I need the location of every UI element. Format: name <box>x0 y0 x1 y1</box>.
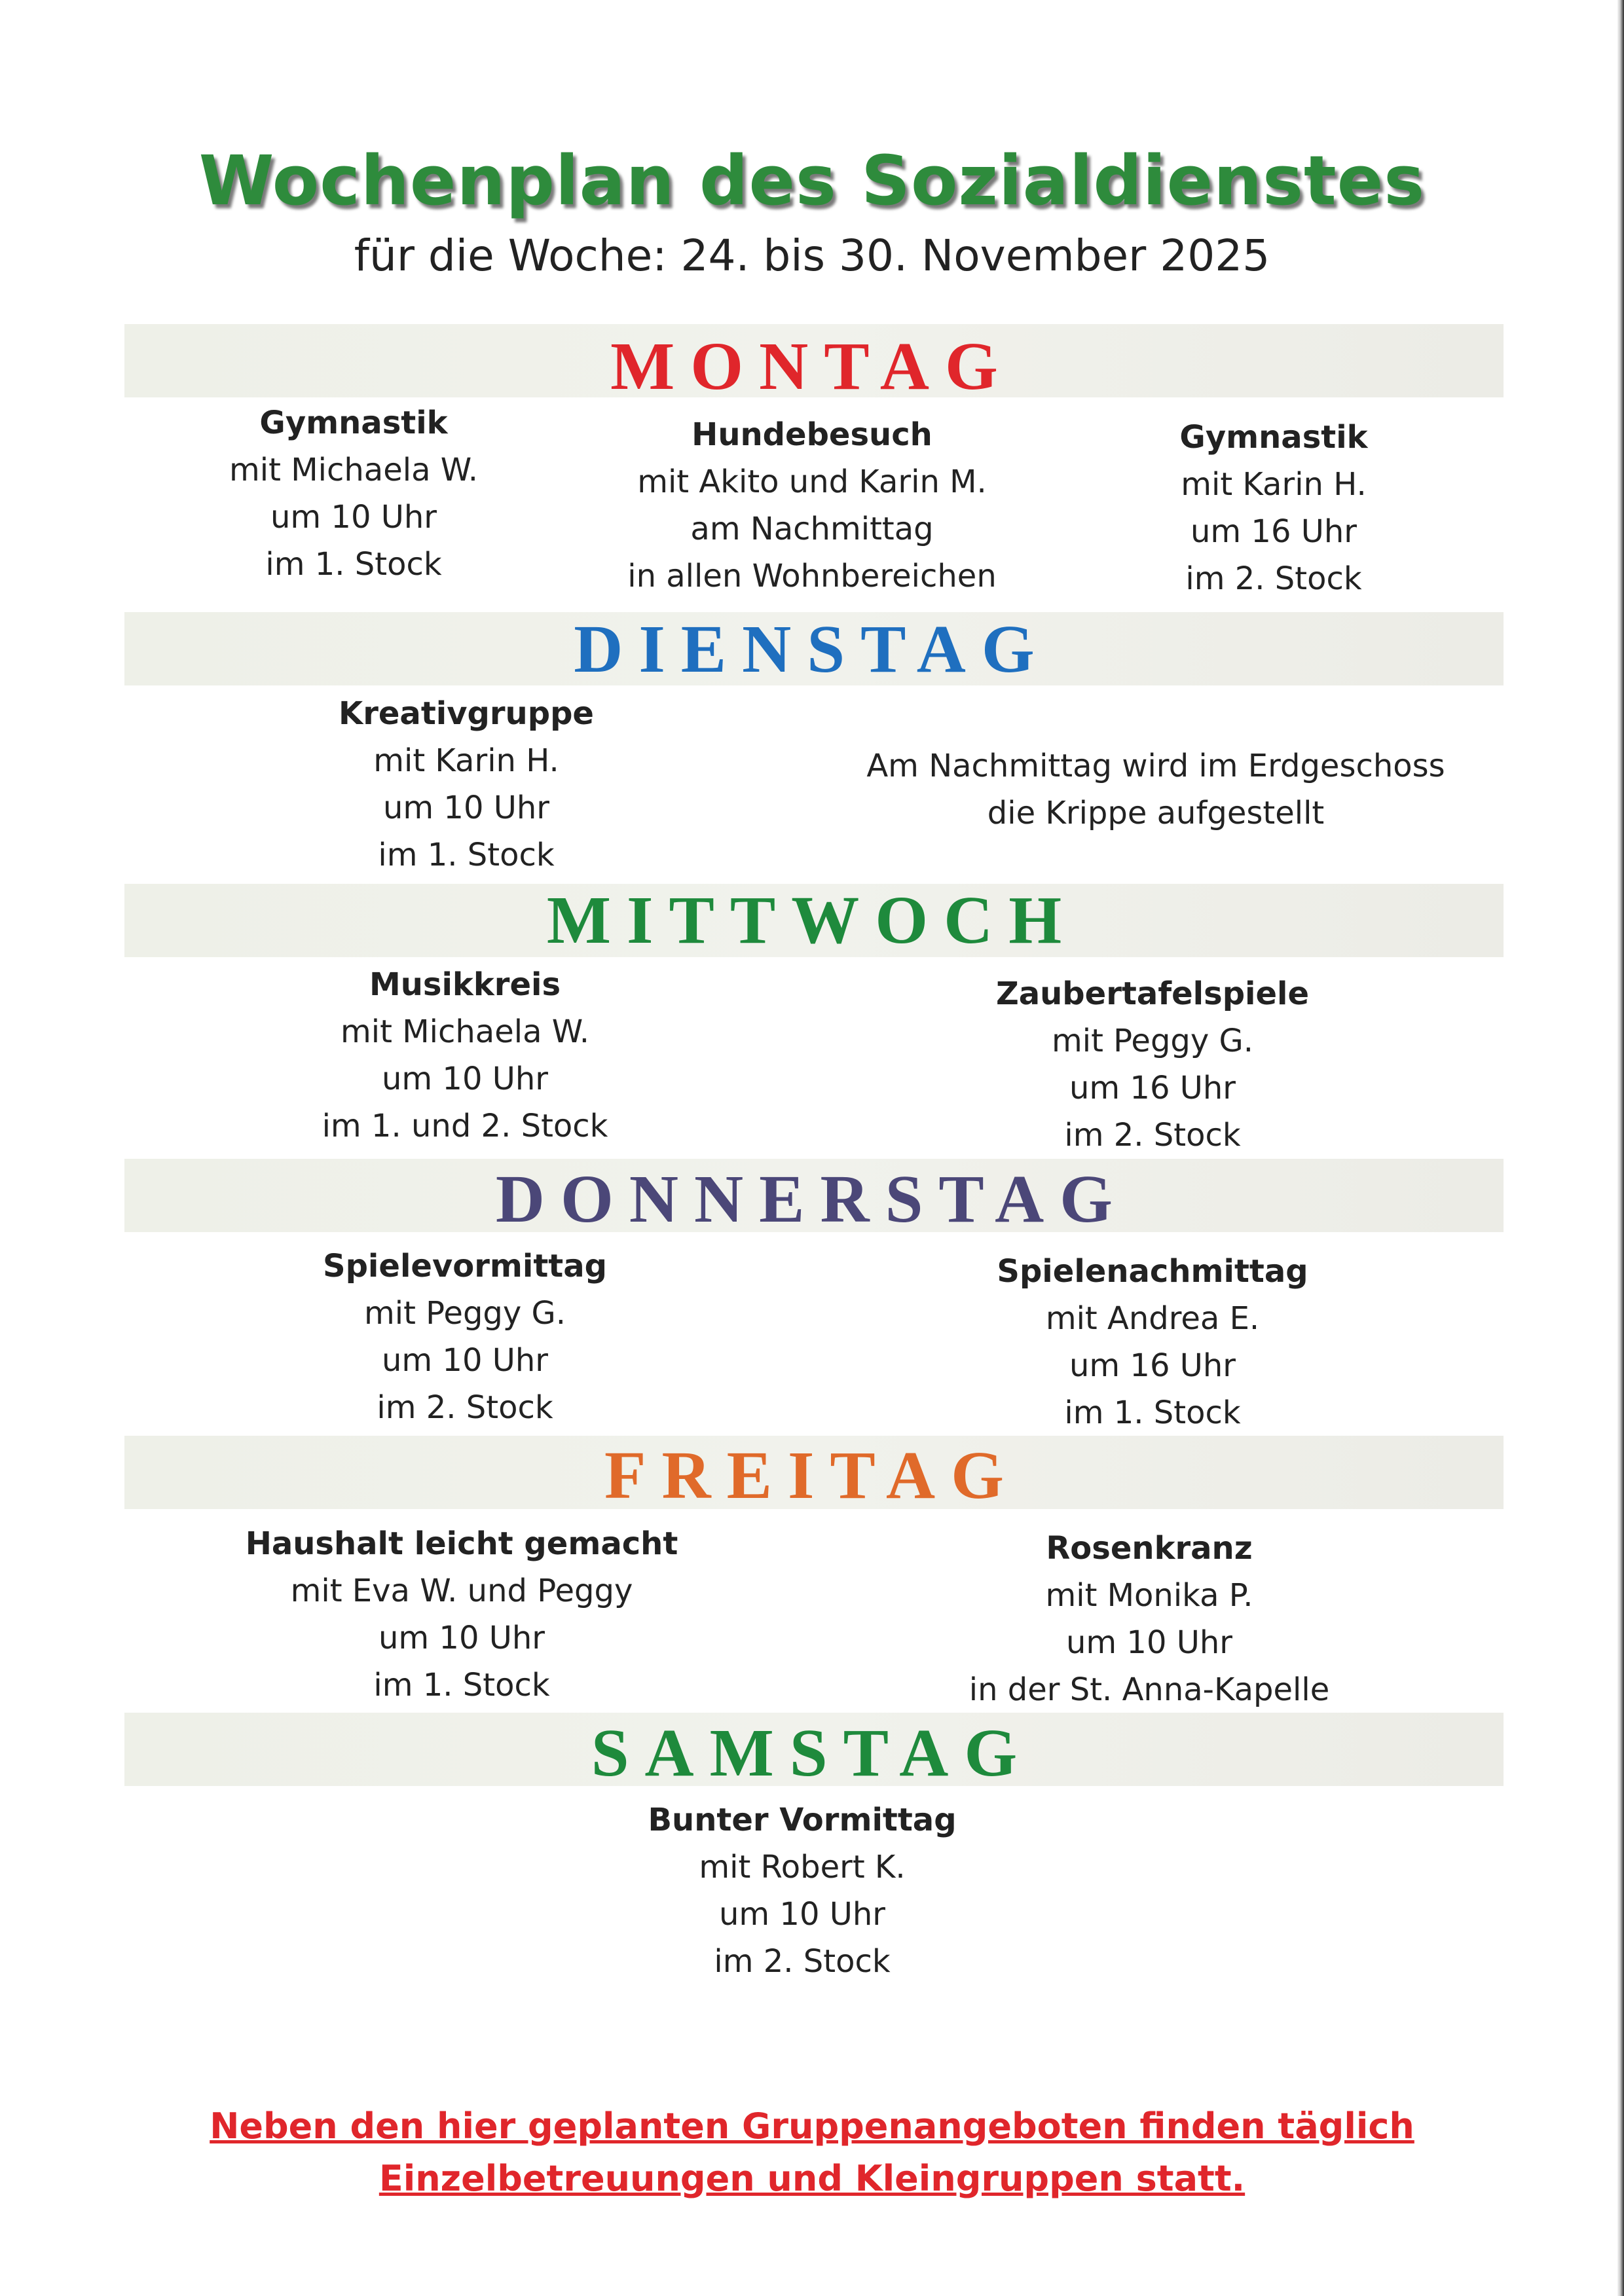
event-name: Haushalt leicht gemacht <box>245 1525 678 1562</box>
event-name: Spielenachmittag <box>997 1253 1308 1290</box>
day-heading-montag: MONTAG <box>610 329 1014 404</box>
event-place: im 2. Stock <box>714 1943 891 1980</box>
event-time: um 10 Uhr <box>382 790 550 826</box>
event-montag-1 <box>223 399 485 588</box>
event-leader: mit Peggy G. <box>364 1295 566 1332</box>
footer-line: Einzelbetreuungen und Kleingruppen statt. <box>378 2158 1246 2199</box>
event-samstag-1 <box>638 1796 966 1985</box>
event-time: um 10 Uhr <box>270 499 437 536</box>
event-montag-2 <box>616 411 1008 600</box>
event-place: im 2. Stock <box>377 1389 553 1426</box>
event-time: um 10 Uhr <box>381 1061 549 1097</box>
page-title: Wochenplan des Sozialdienstes <box>198 141 1426 221</box>
event-name: Gymnastik <box>259 405 448 441</box>
event-place: im 1. Stock <box>373 1667 550 1704</box>
event-time: um 16 Uhr <box>1069 1070 1236 1106</box>
event-leader: mit Akito und Karin M. <box>637 464 987 500</box>
event-place: in allen Wohnbereichen <box>627 558 997 594</box>
event-place: im 1. Stock <box>265 546 442 583</box>
day-heading-samstag: SAMSTAG <box>591 1715 1033 1791</box>
event-name: Gymnastik <box>1179 419 1368 456</box>
event-name: Rosenkranz <box>1046 1530 1253 1567</box>
event-leader: mit Eva W. und Peggy <box>290 1573 633 1609</box>
event-name: Spielevormittag <box>323 1248 607 1285</box>
day-heading-freitag: FREITAG <box>604 1438 1020 1513</box>
event-place: in der St. Anna-Kapelle <box>969 1671 1330 1708</box>
event-mittwoch-2 <box>989 970 1316 1159</box>
event-time: um 16 Uhr <box>1069 1347 1236 1384</box>
footer-line: Neben den hier geplanten Gruppenangeboten finden täglich <box>210 2105 1414 2147</box>
event-dienstag-1 <box>335 690 597 879</box>
event-leader: mit Andrea E. <box>1045 1300 1260 1337</box>
event-leader: mit Michaela W. <box>341 1013 589 1050</box>
event-name: Musikkreis <box>369 966 561 1003</box>
event-freitag-2 <box>953 1525 1346 1713</box>
event-time: um 10 Uhr <box>378 1620 545 1656</box>
event-leader: mit Peggy G. <box>1052 1023 1253 1059</box>
footer-notice <box>0 2100 1624 2205</box>
event-time: um 10 Uhr <box>1065 1624 1233 1661</box>
event-mittwoch-1 <box>301 961 629 1150</box>
event-montag-3 <box>1143 414 1405 602</box>
event-leader: mit Michaela W. <box>229 452 478 488</box>
event-time: am Nachmittag <box>690 511 934 547</box>
event-place: im 2. Stock <box>1185 560 1362 597</box>
event-name: Kreativgruppe <box>339 695 594 732</box>
event-leader: mit Monika P. <box>1045 1577 1253 1614</box>
note-line: die Krippe aufgestellt <box>987 795 1325 831</box>
event-leader: mit Karin H. <box>1181 466 1367 503</box>
page-subtitle: für die Woche: 24. bis 30. November 2025 <box>354 230 1270 281</box>
event-place: im 1. und 2. Stock <box>322 1108 608 1144</box>
event-freitag-1 <box>232 1520 691 1709</box>
day-heading-dienstag: DIENSTAG <box>574 611 1050 687</box>
event-name: Zaubertafelspiele <box>995 975 1310 1012</box>
event-time: um 10 Uhr <box>718 1896 886 1933</box>
event-donnerstag-2 <box>989 1248 1316 1436</box>
event-leader: mit Robert K. <box>699 1849 906 1886</box>
day-heading-donnerstag: DONNERSTAG <box>495 1161 1129 1237</box>
note-line: Am Nachmittag wird im Erdgeschoss <box>866 748 1445 784</box>
day-note-dienstag <box>845 742 1467 837</box>
event-name: Bunter Vormittag <box>648 1802 957 1838</box>
event-place: im 1. Stock <box>378 837 555 873</box>
event-place: im 1. Stock <box>1064 1394 1241 1431</box>
event-place: im 2. Stock <box>1064 1117 1241 1154</box>
event-donnerstag-1 <box>301 1243 629 1431</box>
event-leader: mit Karin H. <box>373 742 559 779</box>
event-name: Hundebesuch <box>692 416 932 453</box>
event-time: um 10 Uhr <box>381 1342 549 1379</box>
day-heading-mittwoch: MITTWOCH <box>546 883 1078 958</box>
event-time: um 16 Uhr <box>1190 513 1357 550</box>
